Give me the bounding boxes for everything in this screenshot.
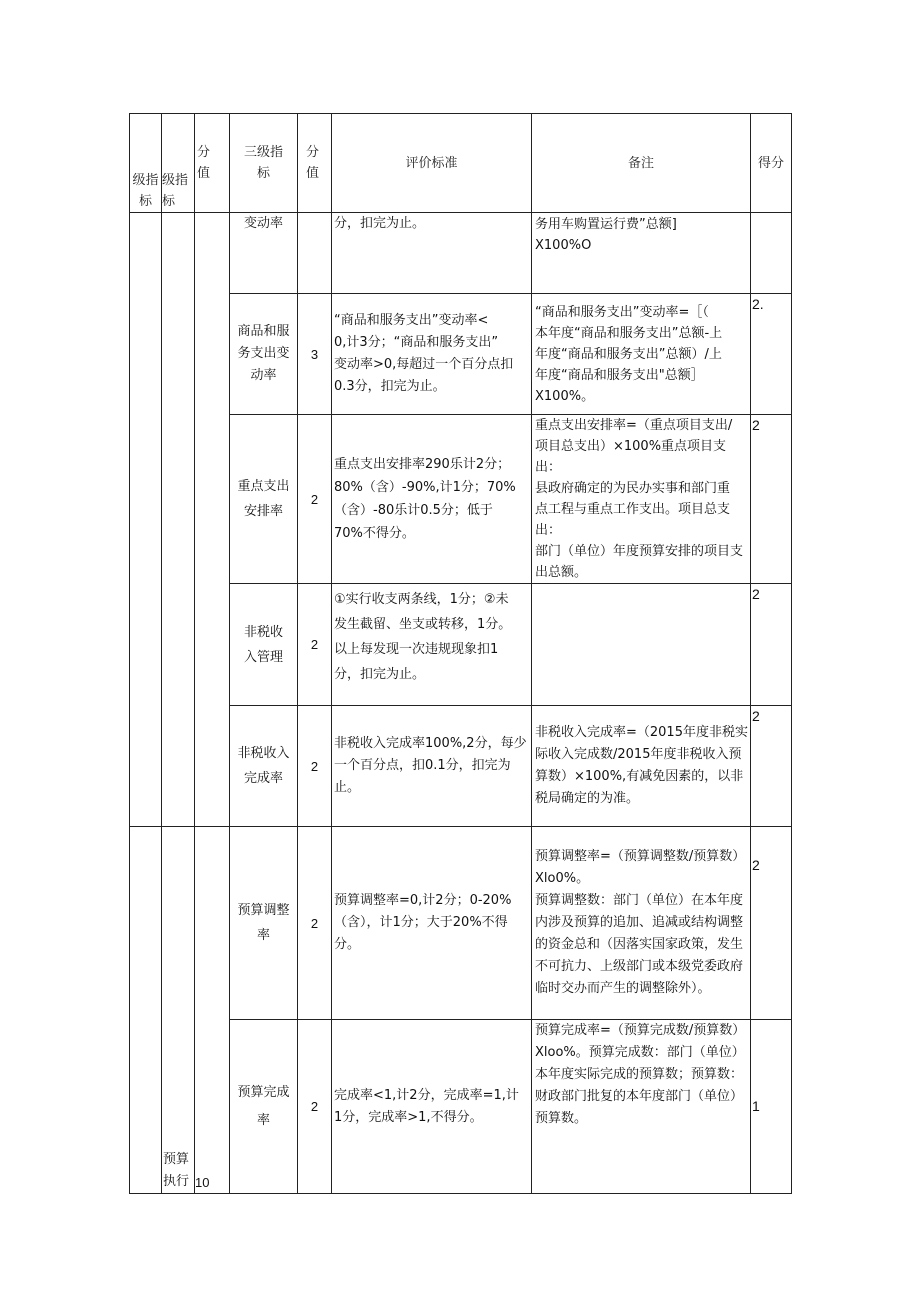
- score-value: 2: [751, 584, 792, 706]
- header-level1: 级指 标: [130, 114, 162, 213]
- score-value: 2: [751, 415, 792, 584]
- level2-score: 10: [195, 827, 230, 1194]
- score-value: 2.: [751, 294, 792, 415]
- header-score3: 分 值: [298, 114, 332, 213]
- level3-indicator: 预算完成 率: [230, 1020, 298, 1194]
- note-text: [532, 584, 751, 706]
- table-row: [130, 1020, 792, 1194]
- level3-score: 2: [298, 827, 332, 1020]
- table-row: [130, 584, 792, 706]
- level2-cell: [162, 213, 195, 827]
- level3-indicator: 重点支出 安排率: [230, 415, 298, 584]
- criteria-text: 预算调整率=0,计2分；0-20% （含），计1分；大于20%不得 分。: [332, 827, 532, 1020]
- criteria-text: “商品和服务支出”变动率< 0,计3分；“商品和服务支出” 变动率>0,每超过一个百分点扣 0.3分，扣完为止。: [332, 294, 532, 415]
- table-row: [130, 415, 792, 584]
- score-value: 2: [751, 706, 792, 827]
- note-text: 预算调整率=（预算调整数/预算数） Xlo0%。 预算调整数：部门（单位）在本年度 内涉及预算的追加、追减或结构调整 的资金总和（因落实国家政策，发生 不可抗力、上级部门或本级党委政府 临时交办而产生的调整除外）。: [532, 827, 751, 1020]
- header-criteria: 评价标准: [332, 114, 532, 213]
- note-text: 非税收入完成率=（2015年度非税实 际收入完成数/2015年度非税收入预 算数）×100%,有减免因素的，以非 税局确定的为准。: [532, 706, 751, 827]
- level3-score: 2: [298, 1020, 332, 1194]
- criteria-text: ①实行收支两条线，1分；②未 发生截留、坐支或转移，1分。 以上每发现一次违规现象扣1 分，扣完为止。: [332, 584, 532, 706]
- level3-indicator: 非税收入 完成率: [230, 706, 298, 827]
- criteria-text: 完成率<1,计2分，完成率=1,计 1分，完成率>1,不得分。: [332, 1020, 532, 1194]
- level2-indicator: 预算 执行: [162, 827, 195, 1194]
- note-text: 重点支出安排率=（重点项目支出/ 项目总支出）×100%重点项目支出： 县政府确定的为民办实事和部门重 点工程与重点工作支出。项目总支出： 部门（单位）年度预算安排的项目支 出总额。: [532, 415, 751, 584]
- score-value: 2: [751, 827, 792, 1020]
- header-level3: 三级指 标: [230, 114, 298, 213]
- level3-score: 3: [298, 294, 332, 415]
- header-row: [130, 114, 792, 213]
- table-row: [130, 706, 792, 827]
- note-text: 预算完成率=（预算完成数/预算数） Xloo%。预算完成数：部门（单位） 本年度实际完成的预算数；预算数： 财政部门批复的本年度部门（单位） 预算数。: [532, 1020, 751, 1194]
- note-text: “商品和服务支出”变动率=［（ 本年度“商品和服务支出”总额-上 年度“商品和服务支出”总额）/上 年度“商品和服务支出"总额］ X100%。: [532, 294, 751, 415]
- score-value: [751, 213, 792, 294]
- table-row: [130, 294, 792, 415]
- level3-score: 2: [298, 415, 332, 584]
- criteria-text: 重点支出安排率290乐计2分； 80%（含）-90%,计1分；70% （含）-80乐计0.5分；低于 70%不得分。: [332, 415, 532, 584]
- header-score2: 分 值: [195, 114, 230, 213]
- score-value: 1: [751, 1020, 792, 1194]
- table-row: [130, 827, 792, 1020]
- level2-score-cell: [195, 213, 230, 827]
- level1-cell: [130, 827, 162, 1194]
- header-notes: 备注: [532, 114, 751, 213]
- level3-score: 2: [298, 706, 332, 827]
- level3-indicator: 变动率: [230, 213, 298, 294]
- criteria-text: 非税收入完成率100%,2分，每少 一个百分点，扣0.1分，扣完为 止。: [332, 706, 532, 827]
- level3-indicator: 预算调整 率: [230, 827, 298, 1020]
- level3-score: [298, 213, 332, 294]
- level3-indicator: 商品和服 务支出变 动率: [230, 294, 298, 415]
- level1-cell: [130, 213, 162, 827]
- header-level2: 级指 标: [162, 114, 195, 213]
- evaluation-table: [129, 113, 792, 1194]
- criteria-text: 分，扣完为止。: [332, 213, 532, 294]
- header-result: 得分: [751, 114, 792, 213]
- note-text: 务用车购置运行费”总额] X100%O: [532, 213, 751, 294]
- level3-indicator: 非税收 入管理: [230, 584, 298, 706]
- table-row: [130, 213, 792, 294]
- level3-score: 2: [298, 584, 332, 706]
